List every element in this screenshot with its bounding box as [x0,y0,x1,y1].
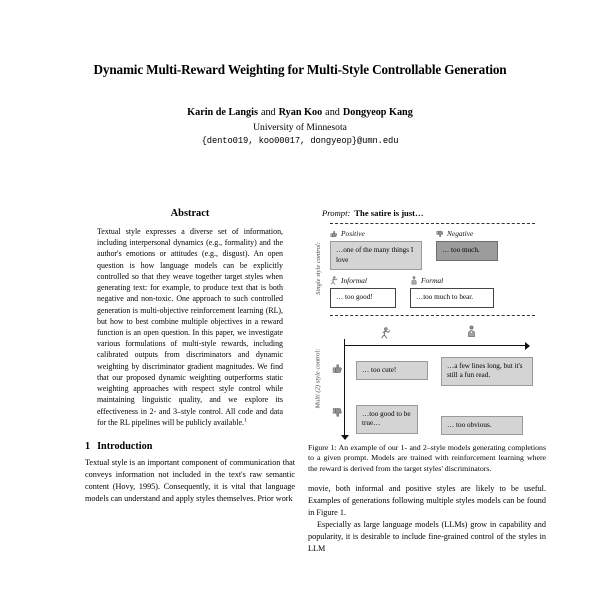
style-cell-formal [410,276,494,308]
style-tag-negative [436,229,498,238]
author-emails: {dento019, koo00017, dongyeop}@umn.edu [201,136,399,146]
generation-box-positive-formal: …a few lines long, but it's still a fun read. [441,357,533,386]
abstract-body [97,226,283,428]
formal-icon [410,276,418,285]
author-name-3: Dongyeop Kang [342,107,413,118]
prompt-label: Prompt: [322,208,351,218]
divider-top [330,223,535,224]
multi-style-panel [308,321,546,437]
section-title: Introduction [97,440,153,452]
style-label-informal: Informal [341,276,367,285]
section-number: 1 [85,440,91,452]
y-axis-thumbs-up-icon [332,363,343,374]
style-tag-positive [330,229,422,238]
divider-middle [330,315,535,316]
right-column [308,208,546,555]
single-style-axis-label-text: Single style control: [314,241,322,295]
author-name-1: Karin de Langis [187,107,258,118]
left-column [85,208,295,505]
multi-style-axis-label [310,321,326,437]
style-cell-positive [330,229,422,270]
single-style-panel [308,229,546,308]
single-style-axis-label [310,229,326,308]
figure-caption [308,443,546,475]
style-cell-negative [436,229,498,261]
section-heading-introduction [85,441,295,452]
generation-box-negative: … too much. [436,241,498,261]
style-cell-informal [330,276,396,308]
generation-box-negative-formal: … too obvious. [441,416,523,436]
y-axis-thumbs-down-icon [332,407,343,418]
thumbs-down-icon [436,230,444,238]
x-axis-informal-icon [380,327,391,339]
prompt-text: The satire is just… [354,208,424,218]
x-axis-formal-icon [466,325,477,338]
affiliation: University of Minnesota [253,122,347,133]
informal-icon [330,276,338,285]
author-name-2: Ryan Koo [278,107,323,118]
abstract-footnote-marker: 1 [243,417,247,424]
figure-1 [308,208,546,474]
generation-box-positive: …one of the many things I love [330,241,422,270]
single-style-row-2 [330,276,546,308]
x-axis-formality [344,345,529,346]
thumbs-up-icon [330,230,338,238]
figure-caption-text: An example of our 1- and 2–style models generating completions to a given prompt. Models are trained with reinforcement learning where the reward is derived from the target styles' discriminators. [308,442,546,473]
style-tag-informal [330,276,396,285]
generation-box-negative-informal: …too good to be true… [356,405,418,434]
abstract-text: Textual style expresses a diverse set of information, including interpersonal dynamics (e.g., formality) and the author's emotions or attitudes (e.g., disgust). An open question is how language models can be explicitly controlled so that they weave together target styles when generating text: for example, to produce text that is both negative and non-toxic. One approach to such controlled generation is multi-objective reinforcement learning (RL), but how to best combine multiple objectives in a reward function is an open question. In this paper, we investigate various formulations of multi-style rewards, including calibrated outputs from discriminators and dynamic weighting by discriminator gradient magnitudes. We find that our proposed dynamic weighting outperforms static weighting approaches with respect style control while maintaining linguistic quality, and we explore its effectiveness in 2- and 3–style control. All code and data for the RL pipelines will be publicly available. [97,227,283,427]
author-list [55,106,545,120]
generation-box-formal: …too much to bear. [410,288,494,308]
page-title: Dynamic Multi-Reward Weighting for Multi-Style Controllable Generation [93,62,507,77]
style-label-formal: Formal [421,276,444,285]
generation-box-informal: … too good! [330,288,396,308]
introduction-paragraph-1: Textual style is an important component of communication that conveys information not included in the text's raw semantic content (Hovy, 1995). Consequently, it is vital that language models can understand and apply styles themselves. Prior work [85,457,295,503]
author-conjunction-2: and [325,107,340,118]
multi-style-axis-label-text: Multi (2) style control: [314,348,322,409]
style-label-positive: Positive [341,229,365,238]
author-conjunction-1: and [260,107,276,118]
y-axis-sentiment [344,339,345,435]
generation-box-positive-informal: … too cute! [356,361,428,381]
figure-caption-label: Figure 1: [308,442,337,452]
style-tag-formal [410,276,494,285]
right-column-paragraph-1: movie, both informal and positive styles are likely to be useful. Examples of generations following multiple styles models can be found in Figure 1. [308,484,546,518]
style-label-negative: Negative [447,229,474,238]
abstract-heading: Abstract [170,208,210,219]
single-style-row-1 [330,229,546,270]
figure-prompt [322,208,546,218]
right-column-paragraph-2: Especially as large language models (LLMs) grow in capability and popularity, it is desirable to include fine-grained control of the styles in LLM [308,519,546,553]
